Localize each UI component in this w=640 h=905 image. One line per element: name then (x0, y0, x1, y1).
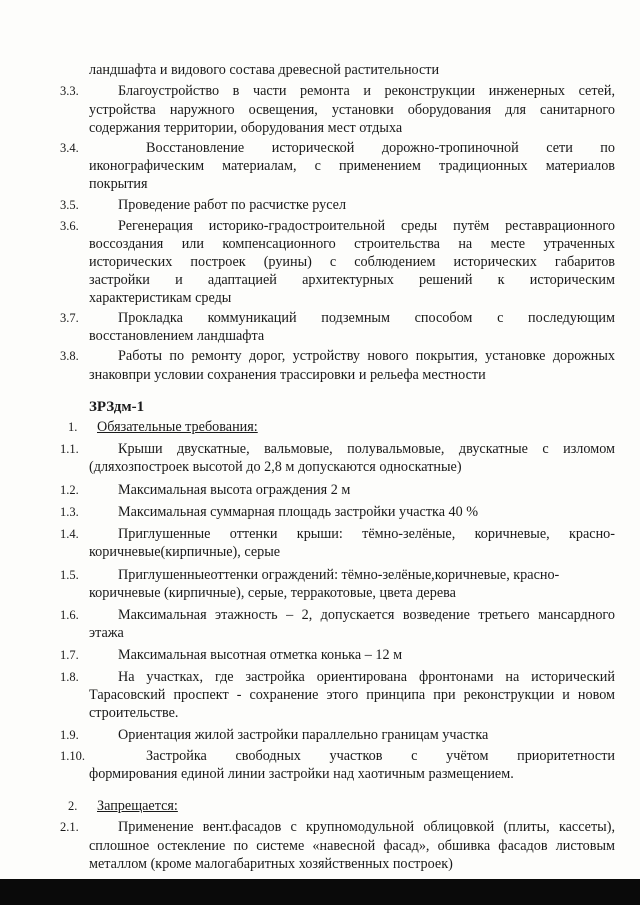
text-line: сплошное остекление по системе «навесной фасад», обшивка фасадов листовым (89, 838, 615, 854)
item-number: 3.8. (60, 349, 79, 363)
text-line: характеристикам среды (89, 290, 232, 306)
text-line: Ориентация жилой застройки параллельно границам участка (118, 727, 489, 743)
item-number: 1.2. (60, 483, 79, 497)
item-number: 3.3. (60, 84, 79, 98)
item-number: 1.10. (60, 749, 85, 763)
text-line: Тарасовский проспект - сохранение этого принципа при реконструкции и новом (89, 687, 615, 703)
text-line: этажа (89, 625, 124, 641)
text-line: Применение вент.фасадов с крупномодульной облицовкой (плиты, кассеты), (118, 819, 615, 835)
subsection-heading: Запрещается: (97, 798, 178, 814)
text-line: формирования единой линии застройки над хаотичным размещением. (89, 766, 514, 782)
text-line: иконографическим материалам, с применением традиционных материалов (89, 158, 615, 174)
item-number: 1.6. (60, 608, 79, 622)
text-line: Максимальная этажность – 2, допускается возведение третьего мансардного (118, 607, 615, 623)
item-number: 2.1. (60, 820, 79, 834)
text-line: Приглушенные оттенки крыши: тёмно-зелёные, коричневые, красно- (118, 526, 615, 542)
text-line: застройки и адаптацией архитектурных решений к историческим (89, 272, 615, 288)
text-line: (дляхозпостроек высотой до 2,8 м допускаются односкатные) (89, 459, 462, 475)
item-number: 3.6. (60, 219, 79, 233)
item-number: 1.8. (60, 670, 79, 684)
item-number: 1.7. (60, 648, 79, 662)
text-line: ландшафта и видового состава древесной растительности (89, 62, 440, 78)
item-number: 1.5. (60, 568, 79, 582)
section-heading: ЗРЗдм-1 (89, 399, 145, 415)
text-line: На участках, где застройка ориентирована фронтонами на исторический (118, 669, 615, 685)
text-line: Застройка свободных участков с учётом приоритетности (146, 748, 615, 764)
text-line: восстановлением ландшафта (89, 328, 265, 344)
item-number: 3.4. (60, 141, 79, 155)
text-line: воссоздания или компенсационного строительства на месте утраченных (89, 236, 615, 252)
item-number: 2. (68, 799, 78, 813)
item-number: 1.1. (60, 442, 79, 456)
item-number: 3.7. (60, 311, 79, 325)
text-line: Благоустройство в части ремонта и реконструкции инженерных сетей, (118, 83, 615, 99)
scan-edge-bar (0, 879, 640, 905)
text-line: Работы по ремонту дорог, устройству нового покрытия, установке дорожных (118, 348, 615, 364)
text-line: металлом (кроме малогабаритных хозяйственных построек) (89, 856, 453, 872)
text-line: содержания территории, оборудования мест отдыха (89, 120, 403, 136)
item-number: 3.5. (60, 198, 79, 212)
text-line: Восстановление исторической дорожно-тропиночной сети по (146, 140, 615, 156)
text-line: Максимальная высота ограждения 2 м (118, 482, 351, 498)
text-line: Максимальная суммарная площадь застройки участка 40 % (118, 504, 479, 520)
item-number: 1.9. (60, 728, 79, 742)
text-line: исторических построек (руины) с соблюдением исторических габаритов (89, 254, 615, 270)
text-line: Приглушенныеоттенки ограждений: тёмно-зелёные,коричневые, красно- (118, 567, 560, 583)
text-line: устройства наружного освещения, установки оборудования для санитарного (89, 102, 615, 118)
text-line: покрытия (89, 176, 148, 192)
text-line: Проведение работ по расчистке русел (118, 197, 347, 213)
text-line: Крыши двускатные, вальмовые, полувальмовые, двускатные с изломом (118, 441, 615, 457)
text-line: Регенерация историко-градостроительной среды путём реставрационного (118, 218, 615, 234)
text-line: коричневые (кирпичные), серые, терракотовые, цвета дерева (89, 585, 456, 601)
item-number: 1.4. (60, 527, 79, 541)
text-line: Максимальная высотная отметка конька – 12 м (118, 647, 403, 663)
text-line: знаковпри условии сохранения трассировки и рельефа местности (89, 367, 486, 383)
item-number: 1.3. (60, 505, 79, 519)
text-line: Прокладка коммуникаций подземным способом с последующим (118, 310, 615, 326)
text-line: строительстве. (89, 705, 179, 721)
text-line: коричневые(кирпичные), серые (89, 544, 281, 560)
subsection-heading: Обязательные требования: (97, 419, 258, 435)
item-number: 1. (68, 420, 78, 434)
